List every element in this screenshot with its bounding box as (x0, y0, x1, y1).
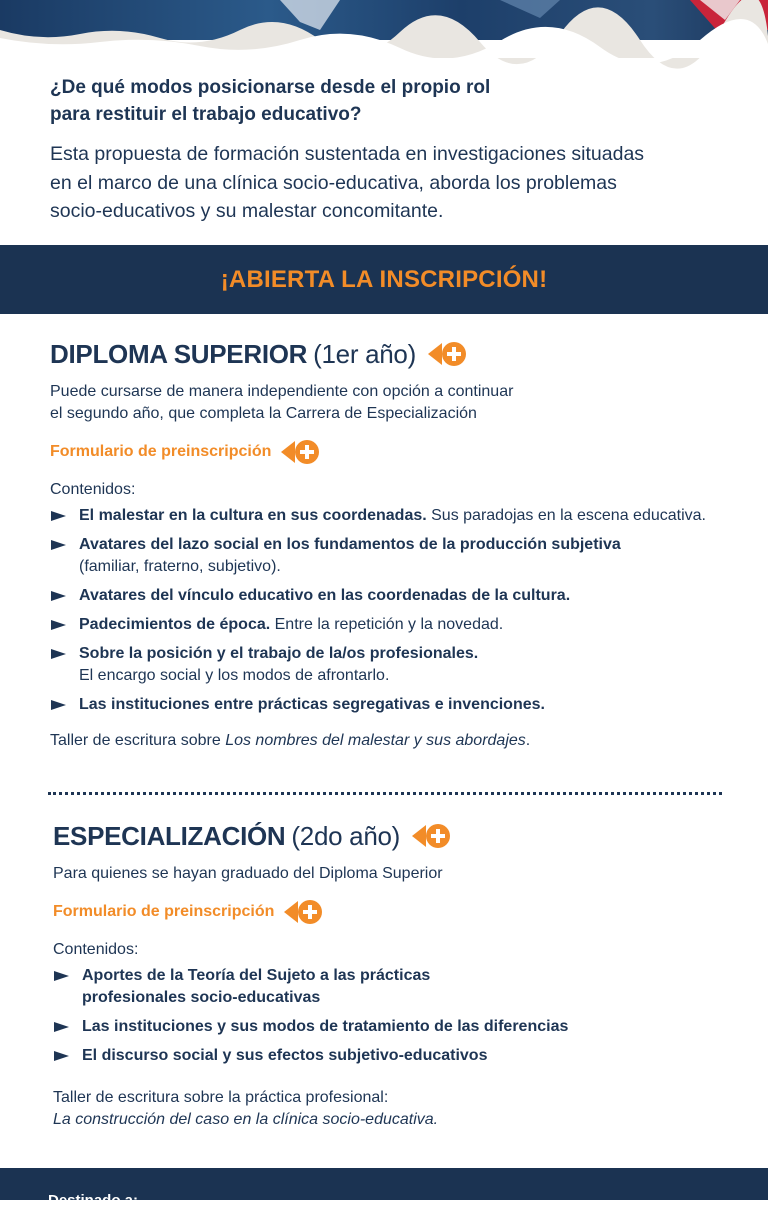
list-item (53, 1045, 753, 1067)
list-item (50, 585, 750, 607)
especializacion-preinscription-link[interactable] (53, 899, 753, 925)
diploma-contents-list (50, 505, 750, 716)
especializacion-subtitle: (2do año) (291, 820, 401, 851)
item-bold: El discurso social y sus efectos subjetivo-educativos (82, 1047, 488, 1064)
triangle-bullet-icon (54, 1051, 69, 1061)
intro-section (50, 74, 740, 226)
diploma-preinscription-label[interactable]: Formulario de preinscripción (50, 443, 272, 460)
item-sub: El encargo social y los modos de afrontarlo. (79, 667, 390, 684)
registration-open-label: ¡ABIERTA LA INSCRIPCIÓN! (220, 265, 548, 293)
item-bold: Las instituciones entre prácticas segregativas e invenciones. (79, 696, 545, 713)
plus-circle-arrow-icon[interactable] (281, 439, 321, 465)
item-rest: Sus paradojas en la escena educativa. (426, 507, 706, 524)
item-bold: Aportes de la Teoría del Sujeto a las prácticas (82, 967, 431, 984)
triangle-bullet-icon (51, 540, 66, 550)
item-bold: El malestar en la cultura en sus coordenadas. (79, 507, 427, 524)
especializacion-contents-label: Contenidos: (53, 941, 139, 958)
workshop-suffix: . (525, 732, 531, 749)
especializacion-contents-list (53, 965, 753, 1067)
triangle-bullet-icon (51, 700, 66, 710)
section-divider (48, 792, 722, 795)
workshop-prefix: Taller de escritura sobre (50, 732, 226, 749)
item-rest: Entre la repetición y la novedad. (270, 616, 504, 633)
triangle-bullet-icon (54, 1022, 69, 1032)
especializacion-workshop (53, 1087, 753, 1131)
diploma-description: Puede cursarse de manera independiente con opción a continuar el segundo año, que completa la Carrera de Especialización (50, 383, 514, 422)
list-item (50, 643, 750, 687)
audience-label: Destinado a: (48, 1192, 139, 1209)
plus-circle-arrow-icon[interactable] (412, 823, 452, 849)
triangle-bullet-icon (51, 649, 66, 659)
diploma-section (50, 337, 750, 752)
diploma-contents-label: Contenidos: (50, 481, 136, 498)
registration-open-banner (0, 245, 768, 314)
workshop-title: La construcción del caso en la clínica socio-educativa. (53, 1111, 439, 1128)
diploma-subtitle: (1er año) (313, 338, 416, 369)
plus-circle-arrow-icon[interactable] (428, 341, 468, 367)
item-sub: profesionales socio-educativas (82, 989, 321, 1006)
plus-circle-arrow-icon[interactable] (284, 899, 324, 925)
list-item (50, 534, 750, 578)
list-item (53, 965, 753, 1009)
list-item (50, 505, 750, 527)
item-bold: Las instituciones y sus modos de tratamiento de las diferencias (82, 1018, 569, 1035)
list-item (50, 694, 750, 716)
especializacion-heading (53, 819, 753, 853)
diploma-workshop (50, 730, 750, 752)
list-item (53, 1016, 753, 1038)
diploma-preinscription-link[interactable] (50, 439, 750, 465)
item-bold: Avatares del vínculo educativo en las coordenadas de la cultura. (79, 587, 571, 604)
workshop-line1: Taller de escritura sobre la práctica profesional: (53, 1089, 389, 1106)
intro-text: Esta propuesta de formación sustentada en investigaciones situadas en el marco de una clínica socio-educativa, aborda los problemas socio-educativos y su malestar concomitante. (50, 143, 645, 222)
especializacion-description: Para quienes se hayan graduado del Diploma Superior (53, 865, 443, 882)
triangle-bullet-icon (54, 971, 69, 981)
item-bold: Padecimientos de época. (79, 616, 271, 633)
item-bold: Avatares del lazo social en los fundamentos de la producción subjetiva (79, 536, 621, 553)
triangle-bullet-icon (51, 511, 66, 521)
triangle-bullet-icon (51, 591, 66, 601)
triangle-bullet-icon (51, 620, 66, 630)
especializacion-section (53, 819, 753, 1131)
item-sub: (familiar, fraterno, subjetivo). (79, 558, 281, 575)
workshop-title: Los nombres del malestar y sus abordajes (225, 732, 526, 749)
diploma-heading (50, 337, 750, 371)
intro-question: ¿De qué modos posicionarse desde el propio rol para restituir el trabajo educativo? (50, 77, 491, 125)
audience-section-bar (0, 1168, 768, 1209)
list-item (50, 614, 750, 636)
top-banner-image (0, 0, 768, 58)
diploma-title: DIPLOMA SUPERIOR (50, 338, 308, 369)
especializacion-preinscription-label[interactable]: Formulario de preinscripción (53, 903, 275, 920)
item-bold: Sobre la posición y el trabajo de la/os profesionales. (79, 645, 479, 662)
especializacion-title: ESPECIALIZACIÓN (53, 820, 286, 851)
